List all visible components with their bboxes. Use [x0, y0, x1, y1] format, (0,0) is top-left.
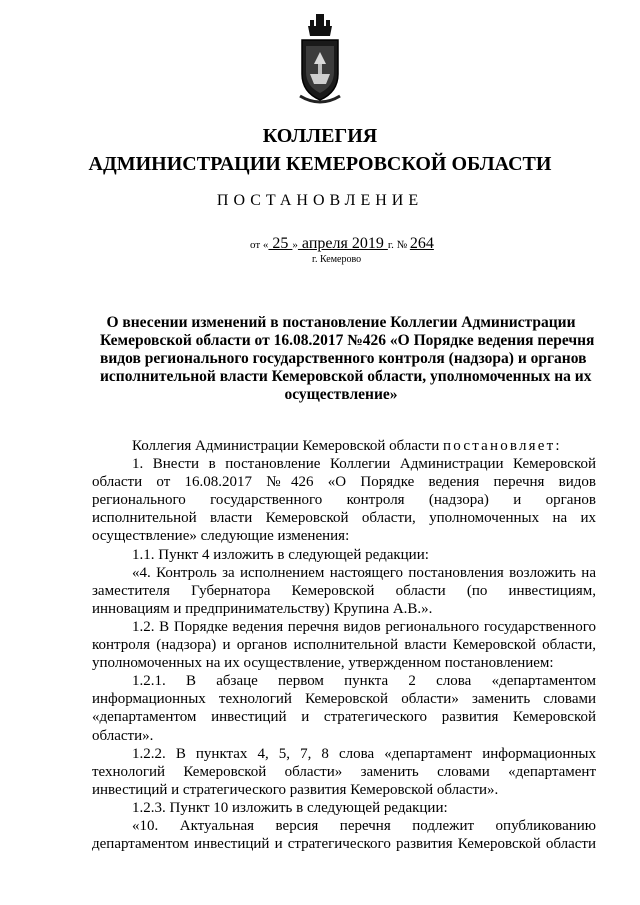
body-line: 1.2.1. В абзаце первом пункта 2 слова «департаментом — [132, 673, 596, 690]
document-dateline — [250, 235, 434, 253]
org-name-line2: АДМИНИСТРАЦИИ КЕМЕРОВСКОЙ ОБЛАСТИ — [88, 153, 552, 175]
body-line: регионального государственного контроля (надзора) и органов — [92, 492, 596, 509]
body-line: 1. Внести в постановление Коллегии Администрации Кемеровской — [132, 456, 596, 473]
body-line: «10. Актуальная версия перечня подлежит опубликованию — [132, 817, 596, 834]
number-label: № — [393, 239, 410, 251]
document-number: 264 — [409, 235, 434, 252]
body-line: инвестиций и стратегического развития Кемеровской области». — [92, 781, 499, 798]
title-line: видов регионального государственного контроля (надзора) и органов — [100, 350, 587, 367]
document-body — [92, 437, 596, 853]
body-line: департаментом инвестиций и стратегического развития Кемеровской области — [92, 836, 596, 853]
org-name-line1: КОЛЛЕГИЯ — [262, 125, 378, 147]
date-month-year: апреля 2019 — [297, 235, 388, 252]
body-line: «департаментом инвестиций и стратегического развития Кемеровской — [92, 709, 596, 726]
intro-line — [92, 437, 596, 455]
title-line: Кемеровской области от 16.08.2017 №426 «О Порядке ведения перечня — [100, 332, 595, 349]
title-line: осуществление» — [284, 386, 398, 403]
date-mid: » — [292, 239, 298, 251]
body-line: области». — [92, 727, 154, 744]
body-line: «4. Контроль за исполнением настоящего постановления возложить на — [132, 564, 596, 581]
body-line: 1.2.2. В пунктах 4, 5, 7, 8 слова «департамент информационных — [132, 745, 596, 762]
body-line: инновациям и предпринимательству) Крупина А.В.». — [92, 600, 433, 617]
date-day: 25 — [268, 235, 293, 252]
body-line: заместителя Губернатора Кемеровской области (по инвестициям, — [92, 582, 596, 599]
body-line: информационных технологий Кемеровской области» заменить словами — [92, 691, 596, 708]
title-line: исполнительной власти Кемеровской области, уполномоченных на их — [100, 368, 592, 385]
body-line: осуществление» следующие изменения: — [92, 528, 350, 545]
document-city: г. Кемерово — [312, 254, 362, 265]
date-year-suffix: г. — [387, 239, 394, 251]
intro-verb: постановляет: — [443, 438, 562, 454]
body-line: 1.1. Пункт 4 изложить в следующей редакции: — [132, 546, 429, 563]
body-line: исполнительной власти Кемеровской области, уполномоченных на их — [92, 510, 596, 527]
body-line: контроля (надзора) и органов исполнительной власти Кемеровской области, — [92, 637, 596, 654]
document-title — [100, 314, 595, 404]
body-line: технологий Кемеровской области» заменить словами «департамент — [92, 763, 596, 780]
date-prefix: от « — [250, 239, 269, 251]
document-type: ПОСТАНОВЛЕНИЕ — [216, 192, 424, 209]
body-line: 1.2.3. Пункт 10 изложить в следующей редакции: — [132, 799, 448, 816]
body-line: области от 16.08.2017 №426 «О Порядке ведения перечня видов — [92, 474, 596, 491]
body-line: уполномоченных на их осуществление, утвержденном постановлением: — [92, 655, 554, 672]
title-line: О внесении изменений в постановление Коллегии Администрации — [106, 314, 576, 331]
coat-of-arms-icon — [296, 12, 344, 112]
body-line: 1.2. В Порядке ведения перечня видов регионального государственного — [132, 618, 596, 635]
intro-text: Коллегия Администрации Кемеровской области — [132, 438, 444, 454]
